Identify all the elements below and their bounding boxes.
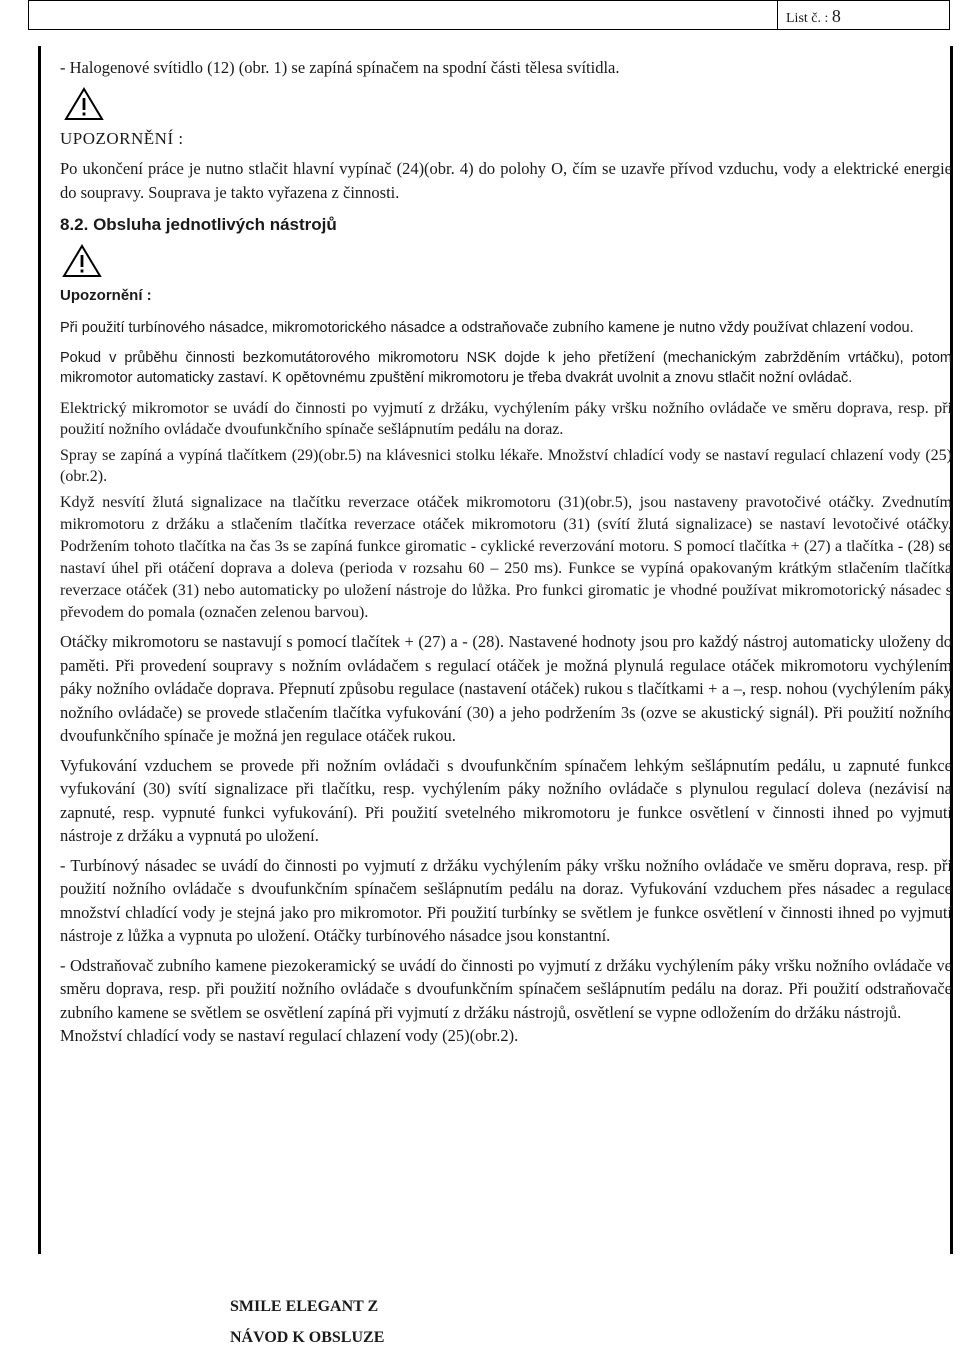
page-number (786, 6, 841, 27)
warning-title: UPOZORNĚNÍ : (60, 129, 184, 148)
section-heading: 8.2. Obsluha jednotlivých nástrojů (60, 215, 337, 234)
footer-product-name: SMILE ELEGANT Z (230, 1298, 379, 1315)
list-label: List č. : (786, 11, 832, 26)
spray-paragraph: Spray se zapíná a vypíná tlačítkem (29)(obr.5) na klávesnici stolku lékaře. Množství chladící vody se nastaví regulací chlazení vody (25)(obr.2). (60, 447, 952, 485)
electric-micromotor-paragraph: Elektrický mikromotor se uvádí do činnosti po vyjmutí z držáku, vychýlením páky vršku nožního ovládače ve směru doprava, resp. při použití nožního ovládače dvoufunkčního spínače sešlápnutím pedálu na doraz. (60, 400, 952, 438)
after-work-paragraph: Po ukončení práce je nutno stlačit hlavní vypínač (24)(obr. 4) do polohy O, čím se uzavře přívod vzduchu, vody a elektrické energie do soupravy. Souprava je takto vyřazena z činnosti. (60, 159, 952, 202)
water-paragraph: Množství chladící vody se nastaví regulací chlazení vody (25)(obr.2). (60, 1026, 519, 1045)
turbine-paragraph: - Turbínový násadec se uvádí do činnosti po vyjmutí z držáku vychýlením páky vršku nožního ovládače ve směru doprava, resp. při použití nožního ovládače s dvoufunkčním spínačem sešlápnutím pedálu na doraz. Vyfukování vzduchem přes násadec a regulace množství chladící vody je stejná jako pro mikromotor. Při použití turbínky se světlem je funkce osvětlení v činnosti ihned po vyjmutí nástroje z lůžka a vypnuta po uložení. Otáčky turbínového násadce jsou konstantní. (60, 855, 952, 945)
list-number: 8 (831, 6, 841, 26)
warning-triangle-icon (62, 244, 102, 278)
speed-paragraph: Otáčky mikromotoru se nastavují s pomocí tlačítek + (27) a - (28). Nastavené hodnoty jsou pro každý nástroj automaticky uloženy do paměti. Při provedení soupravy s nožním ovládačem s regulací otáček je možná plynulá regulace otáček mikromotoru vychýlením páky nožního ovládače doprava. Přepnutí způsobu regulace (nastavení otáček) rukou s tlačítkami + a –, resp. nohou (vychýlením páky nožního ovládače) se provede stlačením tlačítka vyfukování (30) a jeho podržením 3s (ozve se akustický signál). Při použití nožního dvoufunkčního spínače je možná jen regulace otáček rukou. (60, 632, 952, 745)
cooling-paragraph: Při použití turbínového násadce, mikromotorického násadce a odstraňovače zubního kamene je nutno vždy používat chlazení vodou. (60, 320, 914, 336)
warning-triangle-icon (64, 87, 104, 121)
header-divider (777, 0, 778, 30)
reverse-paragraph: Když nesvítí žlutá signalizace na tlačítku reverzace otáček mikromotoru (31)(obr.5), jsou nastaveny pravotočivé otáčky. Zvednutím mikromotoru z držáku a stlačením tlačítka reverzace otáček mikromotoru (31) (svítí žlutá signalizace) se nastaví levotočivé otáčky. Podržením tohoto tlačítka na čas 3s se zapíná funkce giromatic - cyklické reverzování motoru. S pomocí tlačítka + (27) a tlačítka - (28) se nastaví úhel při otáčení doprava a doleva (perioda v rozsahu 60 – 250 ms). Funkce se vypíná opakovaným krátkým stlačením tlačítka reverzace otáček (31) nebo automaticky po uložení nástroje do lůžka. Pro funkci giromatic je vhodné používat mikromotorický násadec s převodem do pomala (označen zelenou barvou). (60, 494, 952, 621)
warning-subtitle: Upozornění : (60, 287, 152, 304)
blowing-paragraph: Vyfukování vzduchem se provede při nožním ovládači s dvoufunkčním spínačem lehkým sešlápnutím pedálu, u zapnuté funkce vyfukování (30) svítí signalizace při tlačítku, resp. vychýlením páky nožního ovládače s plynulou regulací doleva (nezávisí na zapnuté, resp. vypnuté funkci vyfukování). Při použití svetelného mikromotoru je funkce osvětlení v činnosti ihned po vyjmutí nástroje z držáku a vypnutá po uložení. (60, 755, 952, 845)
page-content (60, 57, 952, 1048)
halogen-paragraph: - Halogenové svítidlo (12) (obr. 1) se zapíná spínačem na spodní části tělesa svítidla. (60, 58, 620, 77)
left-border-rule (38, 46, 41, 1254)
footer-manual-title: NÁVOD K OBSLUZE (230, 1329, 385, 1346)
scaler-paragraph: - Odstraňovač zubního kamene piezokeramický se uvádí do činnosti po vyjmutí z držáku vychýlením páky vršku nožního ovládače ve směru doprava, resp. při použití nožního ovládače s dvoufunkčním spínačem sešlápnutím pedálu na doraz. Při použití odstraňovače zubního kamene se světlem se osvětlení zapíná při vyjmutí z držáku nástrojů, osvětlení se vypne odložením do držáku nástrojů. (60, 955, 952, 1022)
overload-paragraph: Pokud v průběhu činnosti bezkomutátorového mikromotoru NSK dojde k jeho přetížení (mechanickým zabržděním vrtáčku), potom mikromotor automaticky zastaví. K opětovnému zpuštění mikromotoru je třeba dvakrát uvolnit a znovu stlačit nožní ovládač. (60, 350, 952, 386)
